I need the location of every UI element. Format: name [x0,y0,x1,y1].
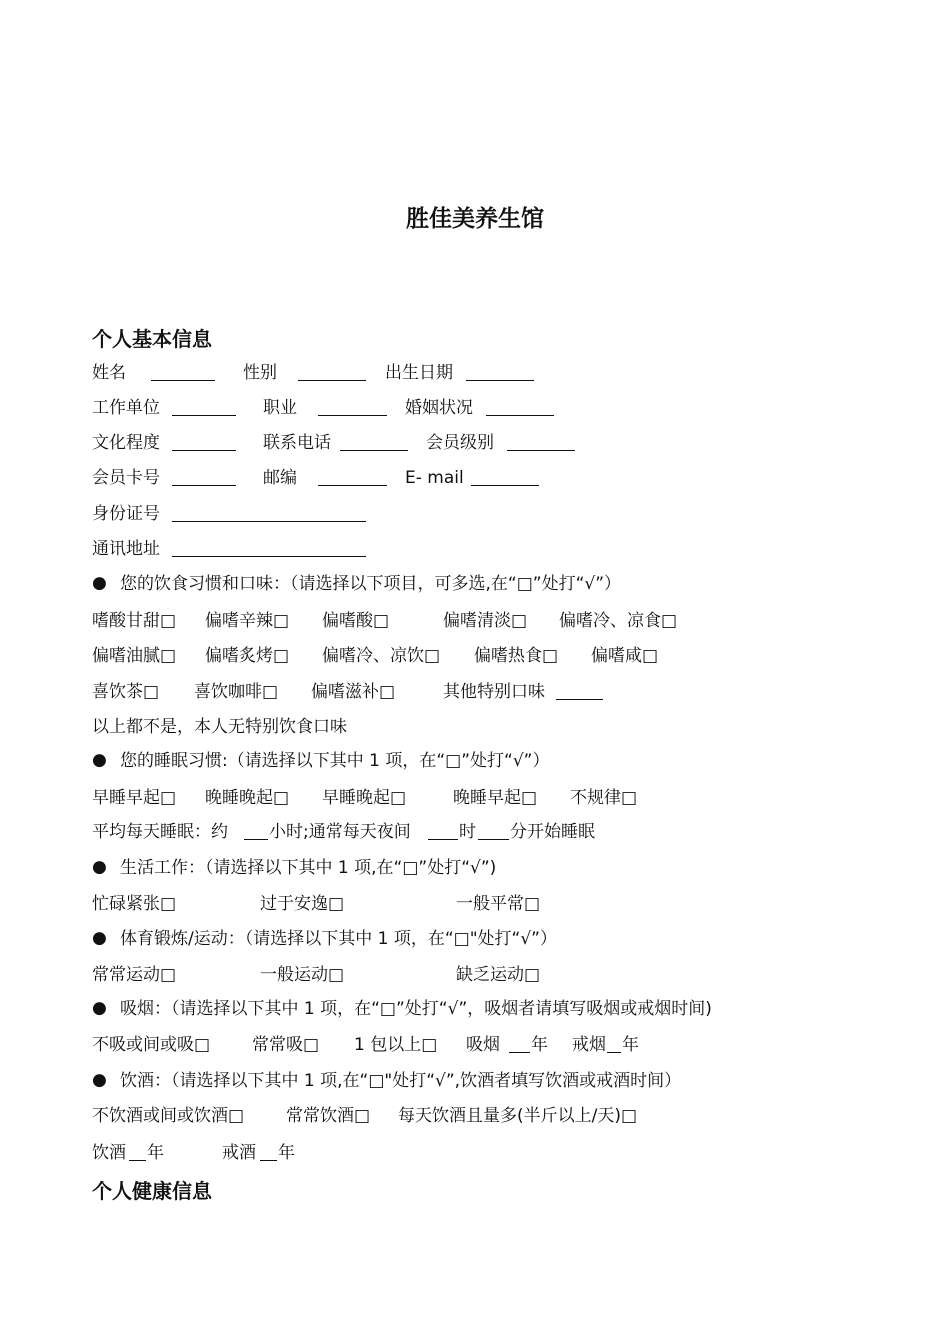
option-diet[interactable]: 喜饮茶□ [92,682,160,702]
bullet-work: ● [92,857,107,877]
input-education[interactable] [172,434,236,451]
label-smoke-year-unit: 年 [531,1035,548,1055]
label-smoke-years: 吸烟 [466,1035,500,1055]
option-sleep[interactable]: 晚睡晚起□ [205,788,290,808]
label-occupation: 职业 [263,398,297,418]
option-drinking[interactable]: 常常饮酒□ [286,1106,371,1126]
label-member-level: 会员级别 [426,433,494,453]
option-sleep[interactable]: 不规律□ [570,788,638,808]
option-diet[interactable]: 偏嗜热食□ [474,646,559,666]
option-diet[interactable]: 喜饮咖啡□ [194,682,279,702]
option-diet[interactable]: 嗜酸甘甜□ [92,611,177,631]
option-work[interactable]: 忙碌紧张□ [92,894,177,914]
input-occupation[interactable] [318,399,387,416]
option-diet[interactable]: 偏嗜清淡□ [443,611,528,631]
label-other-taste: 其他特别口味 [443,682,545,702]
question-sleep: 您的睡眠习惯:（请选择以下其中 1 项，在“□”处打“√”） [120,751,550,771]
label-name: 姓名 [92,363,126,383]
input-smoke-years[interactable] [509,1036,530,1053]
input-phone[interactable] [340,434,408,451]
option-drinking[interactable]: 不饮酒或间或饮酒□ [92,1106,245,1126]
option-exercise[interactable]: 一般运动□ [260,965,345,985]
input-member-level[interactable] [507,434,575,451]
label-quit-smoke-year-unit: 年 [622,1035,639,1055]
option-smoking[interactable]: 不吸或间或吸□ [92,1035,211,1055]
input-marital[interactable] [486,399,554,416]
input-quit-drink-years[interactable] [260,1144,277,1161]
document-title: 胜佳美养生馆 [406,206,544,232]
label-quit-smoke: 戒烟 [572,1035,606,1055]
label-sleep-minute-unit: 分开始睡眠 [510,822,595,842]
question-drinking: 饮酒：（请选择以下其中 1 项,在“□"处打“√”,饮酒者填写饮酒或戒酒时间） [120,1071,682,1091]
label-address: 通讯地址 [92,539,160,559]
label-education: 文化程度 [92,433,160,453]
option-diet[interactable]: 偏嗜滋补□ [311,682,396,702]
label-email: E- mail [405,468,464,488]
question-diet: 您的饮食习惯和口味：（请选择以下项目，可多选,在“□”处打“√”） [120,574,622,594]
question-exercise: 体育锻炼/运动：（请选择以下其中 1 项，在“□"处打“√”） [120,929,557,949]
option-diet-none[interactable]: 以上都不是，本人无特别饮食口味 [92,717,347,737]
input-quit-smoke-years[interactable] [607,1036,621,1053]
label-sleep-night: 小时;通常每天夜间 [269,822,411,842]
label-id-no: 身份证号 [92,504,160,524]
label-marital: 婚姻状况 [405,398,473,418]
input-sleep-hours[interactable] [244,823,268,840]
bullet-drinking: ● [92,1070,107,1090]
label-quit-drink: 戒酒 [222,1143,256,1163]
label-quit-drink-year-unit: 年 [278,1143,295,1163]
input-employer[interactable] [172,399,236,416]
section-heading-health: 个人健康信息 [92,1179,212,1203]
input-address[interactable] [172,540,366,557]
label-drink-years: 饮酒 [92,1143,126,1163]
bullet-exercise: ● [92,928,107,948]
input-name[interactable] [151,364,215,381]
label-drink-year-unit: 年 [147,1143,164,1163]
option-smoking[interactable]: 常常吸□ [252,1035,320,1055]
option-diet[interactable]: 偏嗜辛辣□ [205,611,290,631]
input-gender[interactable] [298,364,366,381]
option-exercise[interactable]: 常常运动□ [92,965,177,985]
option-sleep[interactable]: 早睡晚起□ [322,788,407,808]
label-card-no: 会员卡号 [92,468,160,488]
section-heading-basic: 个人基本信息 [92,327,212,351]
label-sleep-hour-unit: 时 [459,822,476,842]
input-birth[interactable] [466,364,534,381]
input-sleep-minute[interactable] [478,823,509,840]
option-diet[interactable]: 偏嗜冷、凉食□ [559,611,678,631]
option-diet[interactable]: 偏嗜油腻□ [92,646,177,666]
option-work[interactable]: 一般平常□ [456,894,541,914]
option-exercise[interactable]: 缺乏运动□ [456,965,541,985]
option-diet[interactable]: 偏嗜冷、凉饮□ [322,646,441,666]
option-smoking[interactable]: 1 包以上□ [354,1035,438,1055]
input-drink-years[interactable] [129,1144,146,1161]
label-postcode: 邮编 [263,468,297,488]
bullet-sleep: ● [92,750,107,770]
question-work: 生活工作：（请选择以下其中 1 项,在“□”处打“√”) [120,858,497,878]
input-id-no[interactable] [172,505,366,522]
bullet-diet: ● [92,573,107,593]
option-diet[interactable]: 偏嗜酸□ [322,611,390,631]
option-drinking[interactable]: 每天饮酒且量多(半斤以上/天)□ [398,1106,638,1126]
option-work[interactable]: 过于安逸□ [260,894,345,914]
input-other-taste[interactable] [556,683,603,700]
label-sleep-avg: 平均每天睡眠：约 [92,822,228,842]
input-sleep-hour[interactable] [428,823,458,840]
option-sleep[interactable]: 晚睡早起□ [453,788,538,808]
question-smoking: 吸烟：（请选择以下其中 1 项，在“□”处打“√”，吸烟者请填写吸烟或戒烟时间) [120,999,712,1019]
label-employer: 工作单位 [92,398,160,418]
label-phone: 联系电话 [263,433,331,453]
option-sleep[interactable]: 早睡早起□ [92,788,177,808]
input-card-no[interactable] [172,469,236,486]
bullet-smoking: ● [92,998,107,1018]
option-diet[interactable]: 偏嗜炙烤□ [205,646,290,666]
input-email[interactable] [471,469,539,486]
label-birth: 出生日期 [385,363,453,383]
label-gender: 性别 [243,363,277,383]
input-postcode[interactable] [318,469,387,486]
option-diet[interactable]: 偏嗜咸□ [591,646,659,666]
